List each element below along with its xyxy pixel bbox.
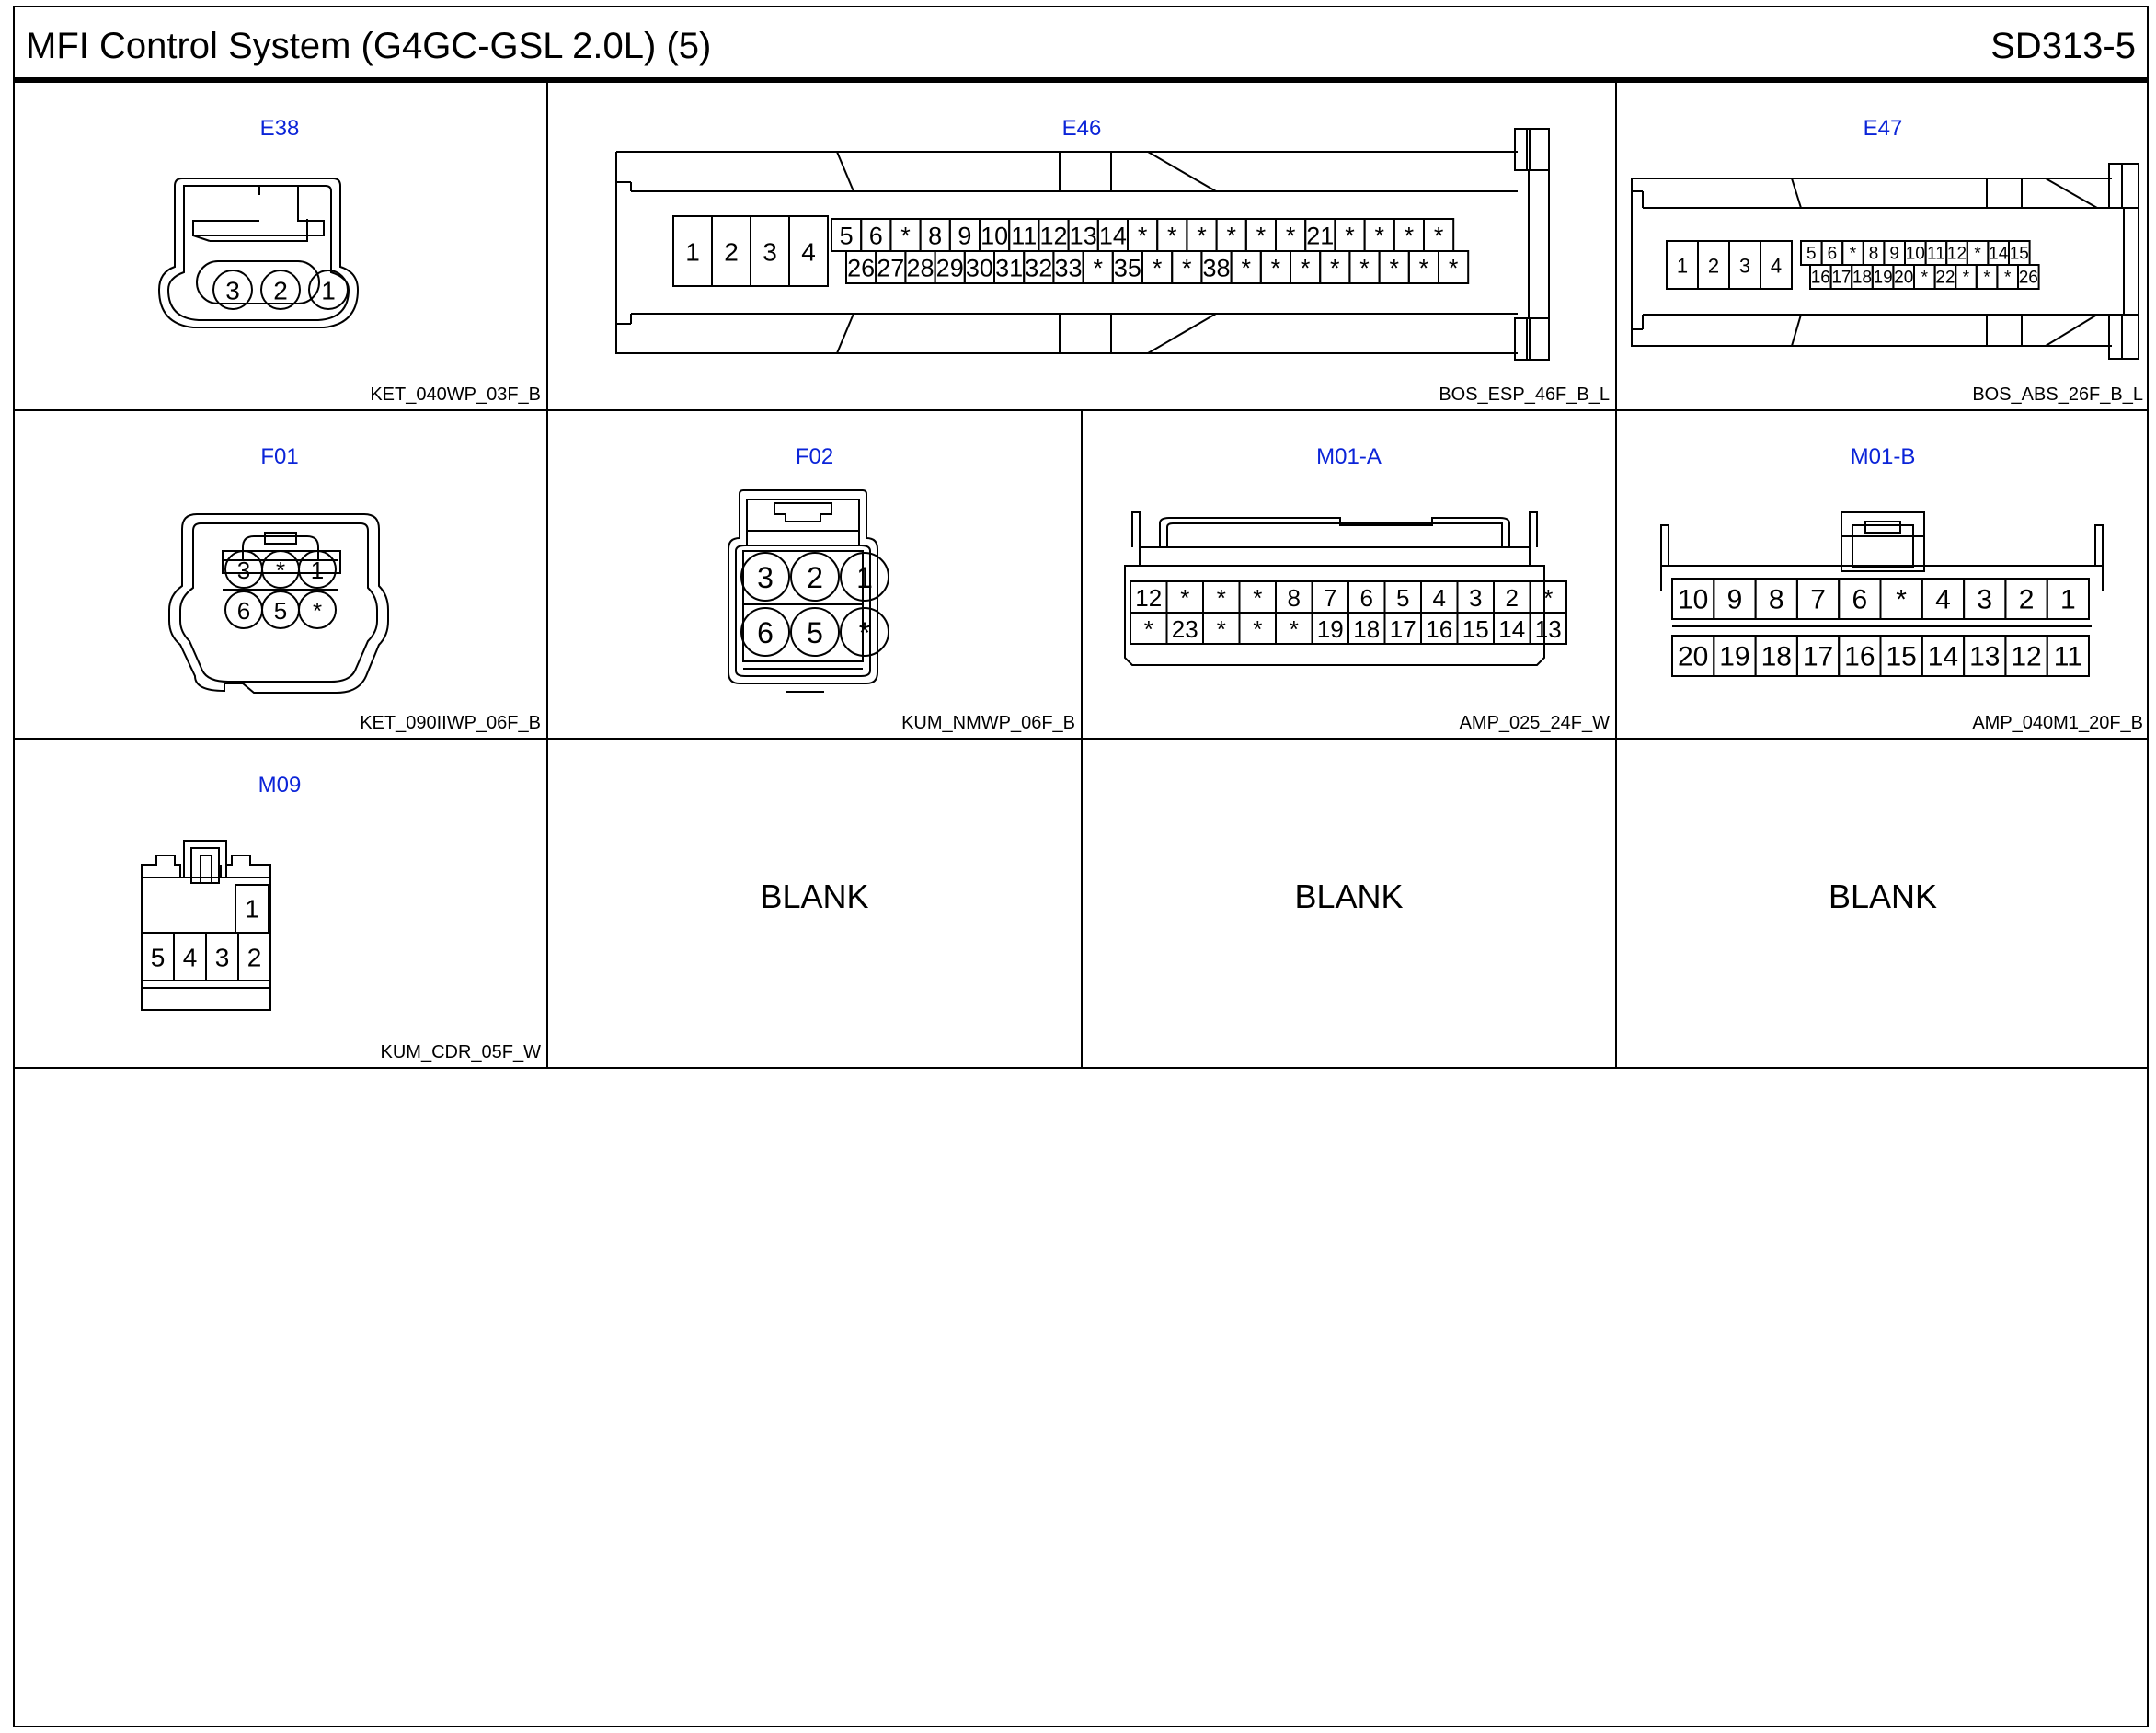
connector-f02-drawing	[548, 411, 1083, 740]
pin-label: *	[1093, 254, 1103, 282]
housing-outline	[142, 855, 180, 878]
housing-line	[1792, 178, 1801, 208]
housing-outline	[1160, 518, 1509, 547]
pin-label: 8	[1768, 584, 1784, 615]
pin-label: 3	[763, 237, 777, 267]
housing-outline	[1132, 512, 1140, 566]
pin-label: 17	[1831, 268, 1852, 288]
pin-label: 8	[928, 222, 943, 250]
pin-label: *	[275, 557, 286, 584]
pin-label: 14	[1927, 641, 1959, 672]
housing-line	[2046, 178, 2097, 208]
pin-label: 38	[1202, 254, 1231, 282]
pin-label: *	[1389, 254, 1399, 282]
pin-label: 28	[906, 254, 935, 282]
pin-label: 17	[1802, 641, 1834, 672]
housing-line	[2046, 315, 2097, 346]
pin-label: 2	[1505, 584, 1519, 612]
housing-outline	[1661, 525, 1669, 591]
pin-label: 1	[245, 894, 259, 924]
pin-label: 7	[1324, 584, 1337, 612]
connector-cell-m01b	[1617, 411, 2149, 740]
pin-label: 20	[1677, 641, 1709, 672]
pin-label: 31	[995, 254, 1024, 282]
pin-label: 8	[1868, 244, 1879, 264]
pin-label: 26	[2018, 268, 2038, 288]
pin-label: *	[1448, 254, 1459, 282]
housing-outline	[184, 841, 226, 865]
pin-label: 6	[868, 222, 883, 250]
pin-label: 21	[1306, 222, 1335, 250]
pin-label: 22	[1935, 268, 1955, 288]
pin-label: 1	[310, 557, 325, 584]
pin-label: 2	[247, 943, 262, 972]
pin-label: *	[1404, 222, 1415, 250]
pin-label: 35	[1113, 254, 1141, 282]
blank-cell	[1083, 740, 1617, 1069]
housing-outline	[1852, 525, 1913, 568]
pin-label: *	[1962, 268, 1970, 288]
pin-label: 15	[1462, 615, 1489, 643]
pin-label: 3	[1738, 254, 1751, 278]
pin-label: 16	[1844, 641, 1875, 672]
pin-label: *	[1345, 222, 1355, 250]
housing-outline	[210, 219, 307, 241]
pin-label: 23	[1171, 615, 1198, 643]
pin-label: 30	[965, 254, 993, 282]
pin-label: 33	[1054, 254, 1083, 282]
pin-label: 2	[1707, 254, 1720, 278]
pin-label: 12	[1135, 584, 1163, 612]
pin-label: 27	[877, 254, 905, 282]
pin-label: 9	[1726, 584, 1743, 615]
housing-outline	[2095, 525, 2103, 591]
pin-label: 2	[2018, 584, 2035, 615]
pin-label: 18	[1760, 641, 1792, 672]
connector-id: E38	[259, 116, 300, 141]
connector-m01b-drawing	[1617, 411, 2149, 740]
blank-cell	[548, 740, 1083, 1069]
connector-id: E47	[1863, 116, 1903, 141]
pin-label: 6	[757, 616, 774, 649]
connector-f01-drawing	[13, 411, 548, 740]
connector-id: M01-A	[1316, 444, 1382, 469]
housing-outline	[2109, 164, 2122, 208]
housing-line	[837, 314, 854, 353]
connector-cell-f02	[548, 411, 1083, 740]
pin-label: 6	[236, 597, 251, 625]
pin-label: 14	[1989, 244, 2009, 264]
pin-label: *	[1226, 222, 1236, 250]
connector-e38-drawing	[13, 83, 548, 411]
pin-label: *	[858, 616, 871, 649]
pin-label: *	[1359, 254, 1370, 282]
pin-label: *	[1253, 615, 1263, 643]
housing-outline	[1530, 512, 1537, 566]
pin-label: 3	[1469, 584, 1483, 612]
pin-label: 2	[273, 276, 288, 305]
pin-label: *	[1896, 584, 1907, 615]
pin-label: 10	[981, 222, 1009, 250]
pin-label: *	[1182, 254, 1192, 282]
housing-outline	[193, 186, 324, 235]
pin-label: 5	[807, 616, 823, 649]
pin-label: 13	[1534, 615, 1562, 643]
pin-label: *	[1300, 254, 1311, 282]
pin-label: 9	[1889, 244, 1899, 264]
pin-label: *	[1167, 222, 1177, 250]
housing-outline	[265, 533, 296, 544]
connector-cell-e47	[1617, 83, 2149, 411]
pin-label: 1	[2060, 584, 2076, 615]
pin-label: 1	[1676, 254, 1689, 278]
pin-label: *	[2003, 268, 2012, 288]
part-number: KET_040WP_03F_B	[370, 384, 541, 405]
pin-label: 4	[801, 237, 816, 267]
housing-outline	[1167, 523, 1502, 547]
housing-outline	[2122, 315, 2139, 359]
part-number: KET_090IIWP_06F_B	[360, 713, 541, 733]
pin-label: 5	[273, 597, 288, 625]
connector-cell-m01a	[1083, 411, 1617, 740]
connector-id: M01-B	[1850, 444, 1916, 469]
housing-line	[1792, 315, 1801, 346]
connector-id: F02	[795, 444, 834, 469]
pin-label: *	[1152, 254, 1163, 282]
pin-label: *	[1418, 254, 1429, 282]
pin-label: *	[1137, 222, 1148, 250]
connector-e47-drawing	[1617, 83, 2149, 411]
pin-label: *	[1270, 254, 1281, 282]
connector-id: F01	[260, 444, 299, 469]
part-number: AMP_025_24F_W	[1459, 713, 1610, 733]
pin-label: *	[1241, 254, 1251, 282]
pin-label: 4	[182, 943, 198, 972]
pin-label: 5	[1806, 244, 1817, 264]
title-bar	[13, 6, 2149, 83]
pin-label: 10	[1677, 584, 1709, 615]
pin-label: *	[1256, 222, 1267, 250]
housing-outline	[226, 855, 270, 878]
pin-label: 9	[958, 222, 972, 250]
pin-label: 5	[839, 222, 854, 250]
connector-cell-f01	[13, 411, 548, 740]
pin-label: 16	[1810, 268, 1830, 288]
part-number: BOS_ABS_26F_B_L	[1972, 384, 2143, 405]
pin-label: 3	[214, 943, 230, 972]
pin-label: *	[1974, 244, 1981, 264]
pin-label: *	[1921, 268, 1929, 288]
pin-label: *	[1983, 268, 1990, 288]
pin-label: 19	[1316, 615, 1344, 643]
pin-label: 19	[1719, 641, 1750, 672]
pin-label: 14	[1098, 222, 1127, 250]
pin-label: 11	[1011, 222, 1038, 250]
pin-label: 18	[1852, 268, 1873, 288]
pin-label: 7	[1810, 584, 1826, 615]
pin-label: *	[312, 597, 323, 625]
housing-line	[1148, 314, 1216, 353]
connector-cell-e46	[548, 83, 1617, 411]
pin-label: 3	[757, 561, 774, 594]
pin-label: 11	[1927, 244, 1945, 264]
pin-label: *	[1374, 222, 1384, 250]
pin-label: 5	[150, 943, 166, 972]
pin-label: 19	[1873, 268, 1893, 288]
pin-label: 13	[1969, 641, 2001, 672]
pin-label: 6	[1359, 584, 1373, 612]
page-title: MFI Control System (G4GC-GSL 2.0L) (5)	[26, 26, 712, 66]
connector-m09-drawing	[13, 740, 548, 1069]
blank-label: BLANK	[1828, 878, 1938, 915]
pin-label: 4	[1935, 584, 1951, 615]
pin-label: *	[1330, 254, 1340, 282]
pin-label: *	[1143, 615, 1153, 643]
housing-outline	[159, 178, 358, 327]
pin-label: 11	[2053, 641, 2082, 672]
pin-label: 4	[1770, 254, 1783, 278]
housing-line	[1148, 152, 1216, 191]
pin-label: 14	[1498, 615, 1526, 643]
blank-cell	[1617, 740, 2149, 1069]
pin-label: *	[1253, 584, 1263, 612]
pin-label: 3	[1977, 584, 1993, 615]
pin-label: *	[900, 222, 911, 250]
pin-label: 3	[236, 557, 251, 584]
pin-label: 20	[1894, 268, 1914, 288]
pin-label: 3	[225, 276, 240, 305]
housing-outline	[774, 503, 831, 522]
housing-outline	[201, 855, 212, 883]
pin-label: *	[1180, 584, 1190, 612]
pin-label: 1	[321, 276, 336, 305]
pin-label: 2	[724, 237, 739, 267]
part-number: BOS_ESP_46F_B_L	[1439, 384, 1610, 405]
pin-label: 12	[1946, 244, 1967, 264]
pin-label: 16	[1426, 615, 1453, 643]
pin-label: 8	[1287, 584, 1301, 612]
blank-label: BLANK	[1294, 878, 1404, 915]
housing-outline	[1865, 522, 1900, 533]
pin-label: 17	[1389, 615, 1416, 643]
pin-label: 1	[685, 237, 700, 267]
blank-label: BLANK	[760, 878, 869, 915]
part-number: KUM_CDR_05F_W	[380, 1042, 541, 1062]
connector-m01a-drawing	[1083, 411, 1617, 740]
pin-label: 6	[1827, 244, 1838, 264]
connector-cell-m09	[13, 740, 548, 1069]
pin-label: 4	[1432, 584, 1446, 612]
pin-label: 1	[856, 561, 873, 594]
housing-line	[837, 152, 854, 191]
connector-id: M09	[258, 773, 302, 798]
pin-label: 10	[1905, 244, 1925, 264]
housing-outline	[2109, 315, 2122, 359]
pin-label: *	[1433, 222, 1444, 250]
pin-label: *	[1197, 222, 1207, 250]
pin-label: *	[1543, 584, 1554, 612]
pin-label: 32	[1025, 254, 1053, 282]
pin-label: 18	[1353, 615, 1381, 643]
pin-label: *	[1849, 244, 1857, 264]
pin-label: *	[1216, 584, 1226, 612]
housing-outline	[184, 865, 221, 878]
connector-id: E46	[1061, 116, 1102, 141]
pin-label: *	[1216, 615, 1226, 643]
pin-label: *	[1289, 615, 1299, 643]
pin-label: 5	[1396, 584, 1410, 612]
part-number: KUM_NMWP_06F_B	[901, 713, 1075, 733]
pin-label: 12	[2011, 641, 2042, 672]
pin-label: 6	[1852, 584, 1868, 615]
pin-label: 12	[1039, 222, 1068, 250]
connector-cell-e38	[13, 83, 548, 411]
pin-label: 13	[1069, 222, 1097, 250]
page-code: SD313-5	[1990, 26, 2136, 66]
pin-label: 15	[2009, 244, 2029, 264]
pin-label: 2	[807, 561, 823, 594]
part-number: AMP_040M1_20F_B	[1972, 713, 2143, 733]
connector-e46-drawing	[548, 83, 1617, 411]
pin-label: 26	[847, 254, 876, 282]
pin-label: 15	[1886, 641, 1917, 672]
pin-label: *	[1285, 222, 1296, 250]
pin-label: 29	[935, 254, 964, 282]
housing-outline	[2122, 164, 2139, 208]
